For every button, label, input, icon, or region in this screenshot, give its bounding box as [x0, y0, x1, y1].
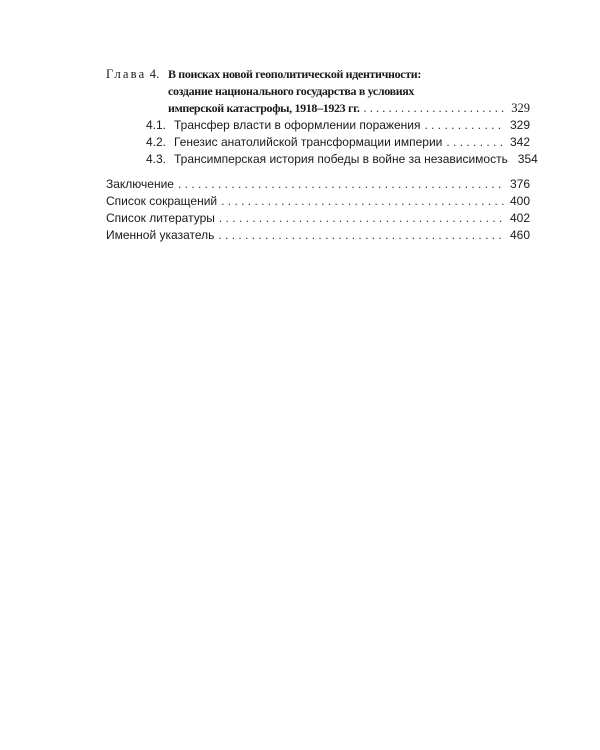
- section-title: Генезис анатолийской трансформации империи: [174, 135, 443, 149]
- backmatter-list: [106, 176, 530, 244]
- dot-leader: [221, 193, 504, 210]
- section-number: 4.3.: [146, 152, 167, 166]
- section-entry: [146, 151, 538, 168]
- backmatter-page-number: 460: [509, 228, 530, 242]
- chapter-label-word: Глава: [106, 67, 147, 81]
- dot-leader: [363, 100, 504, 117]
- backmatter-entry: [106, 227, 530, 244]
- backmatter-page-number: 376: [509, 177, 530, 191]
- section-entry: [146, 134, 530, 151]
- dot-leader: [424, 117, 504, 134]
- dot-leader: [218, 227, 504, 244]
- section-entry: [146, 117, 530, 134]
- section-page-number: 329: [509, 118, 530, 132]
- backmatter-page-number: 400: [509, 194, 530, 208]
- backmatter-entry: [106, 176, 530, 193]
- backmatter-title: Список сокращений: [106, 194, 218, 208]
- dot-leader: [178, 176, 504, 193]
- section-number: 4.1.: [146, 118, 167, 132]
- backmatter-page-number: 402: [509, 211, 530, 225]
- section-page-number: 342: [509, 135, 530, 149]
- chapter-page-number: 329: [511, 101, 530, 115]
- chapter-title-end: имперской катастрофы, 1918–1923 гг.: [168, 101, 360, 115]
- chapter-body: [168, 66, 530, 117]
- section-number: 4.2.: [146, 135, 167, 149]
- chapter-entry: [106, 66, 530, 117]
- table-of-contents: [106, 66, 538, 244]
- chapter-label-number: 4.: [149, 67, 160, 81]
- chapter-title-line: В поисках новой геополитической идентичности:: [168, 67, 421, 81]
- section-list: [146, 117, 538, 168]
- backmatter-title: Заключение: [106, 177, 174, 191]
- dot-leader: [219, 210, 504, 227]
- chapter-title-last-line: [168, 100, 530, 117]
- dot-leader: [446, 134, 504, 151]
- section-title: Трансимперская история победы в войне за независимость: [174, 152, 508, 166]
- backmatter-entry: [106, 210, 530, 227]
- section-title: Трансфер власти в оформлении поражения: [174, 118, 421, 132]
- backmatter-title: Именной указатель: [106, 228, 215, 242]
- chapter-label: [106, 66, 168, 83]
- chapter-title-line: создание национального государства в условиях: [168, 84, 415, 98]
- backmatter-entry: [106, 193, 530, 210]
- section-page-number: 354: [517, 152, 538, 166]
- backmatter-title: Список литературы: [106, 211, 215, 225]
